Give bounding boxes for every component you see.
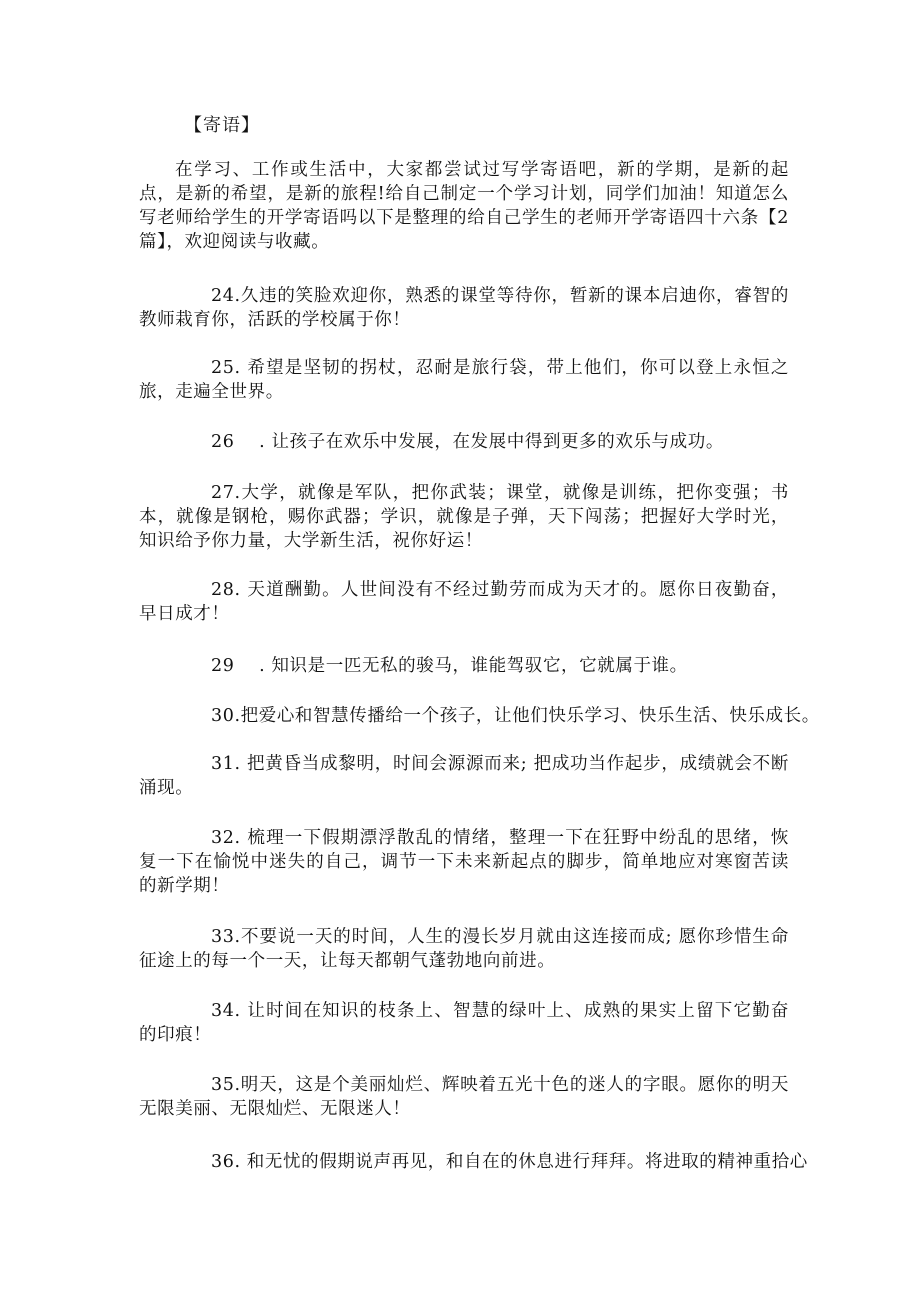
- item-number: 25: [211, 358, 235, 378]
- list-item: [139, 284, 789, 332]
- list-item: [139, 654, 789, 678]
- list-item: [139, 356, 789, 404]
- item-number: 26: [211, 432, 235, 452]
- list-item: [139, 1073, 789, 1121]
- list-item: [139, 826, 789, 898]
- heading: 【寄语】: [184, 115, 260, 136]
- list-item: [139, 481, 789, 553]
- item-text: . 让孩子在欢乐中发展，在发展中得到更多的欢乐与成功。: [234, 432, 724, 452]
- item-text: . 和无忧的假期说声再见，和自在的休息进行拜拜。将进取的精神重拾心: [234, 1152, 808, 1172]
- list-item: [139, 925, 789, 973]
- item-number: 35: [211, 1075, 235, 1095]
- list-item: [139, 430, 789, 454]
- intro-paragraph: 在学习、工作或生活中，大家都尝试过写学寄语吧，新的学期，是新的起点，是新的希望，是新的旅程!给自己制定一个学习计划，同学们加油！知道怎么写老师给学生的开学寄语吗以下是整理的给自己学生的老师开学寄语四十六条【2篇】，欢迎阅读与收藏。: [139, 160, 789, 252]
- item-text: .不要说一天的时间，人生的漫长岁月就由这连接而成; 愿你珍惜生命征途上的每一个一天，让每天都朝气蓬勃地向前进。: [139, 927, 789, 971]
- item-number: 32: [211, 828, 235, 848]
- item-number: 27: [211, 483, 235, 503]
- item-text: . 把黄昏当成黎明，时间会源源而来; 把成功当作起步，成绩就会不断涌现。: [139, 754, 789, 798]
- list-item: [139, 752, 789, 800]
- item-text: . 知识是一匹无私的骏马，谁能驾驭它，它就属于谁。: [234, 656, 688, 676]
- item-number: 30: [211, 706, 235, 726]
- item-number: 31: [211, 754, 235, 774]
- item-number: 28: [211, 580, 235, 600]
- list-item: [139, 578, 789, 626]
- list-item: [139, 1150, 808, 1174]
- list-item: [139, 999, 789, 1047]
- item-text: .久违的笑脸欢迎你，熟悉的课堂等待你，暂新的课本启迪你，睿智的教师栽育你，活跃的学校属于你！: [139, 286, 789, 330]
- list-item: [139, 704, 820, 728]
- item-text: . 让时间在知识的枝条上、智慧的绿叶上、成熟的果实上留下它勤奋的印痕！: [139, 1001, 789, 1045]
- item-text: .大学，就像是军队，把你武装；课堂，就像是训练，把你变强；书本，就像是钢枪，赐你武器；学识，就像是子弹，天下闯荡；把握好大学时光，知识给予你力量，大学新生活，祝你好运！: [139, 483, 789, 551]
- item-text: . 天道酬勤。人世间没有不经过勤劳而成为天才的。愿你日夜勤奋，早日成才！: [139, 580, 789, 624]
- item-number: 33: [211, 927, 235, 947]
- item-text: . 梳理一下假期漂浮散乱的情绪，整理一下在狂野中纷乱的思绪，恢复一下在愉悦中迷失的自己，调节一下未来新起点的脚步，简单地应对寒窗苦读的新学期！: [139, 828, 789, 896]
- item-number: 24: [211, 286, 235, 306]
- item-text: .把爱心和智慧传播给一个孩子，让他们快乐学习、快乐生活、快乐成长。: [234, 706, 820, 726]
- item-text: .明天，这是个美丽灿烂、辉映着五光十色的迷人的字眼。愿你的明天无限美丽、无限灿烂、无限迷人！: [139, 1075, 789, 1119]
- item-number: 34: [211, 1001, 235, 1021]
- item-number: 29: [211, 656, 235, 676]
- item-text: . 希望是坚韧的拐杖，忍耐是旅行袋，带上他们，你可以登上永恒之旅，走遍全世界。: [139, 358, 789, 402]
- item-number: 36: [211, 1152, 235, 1172]
